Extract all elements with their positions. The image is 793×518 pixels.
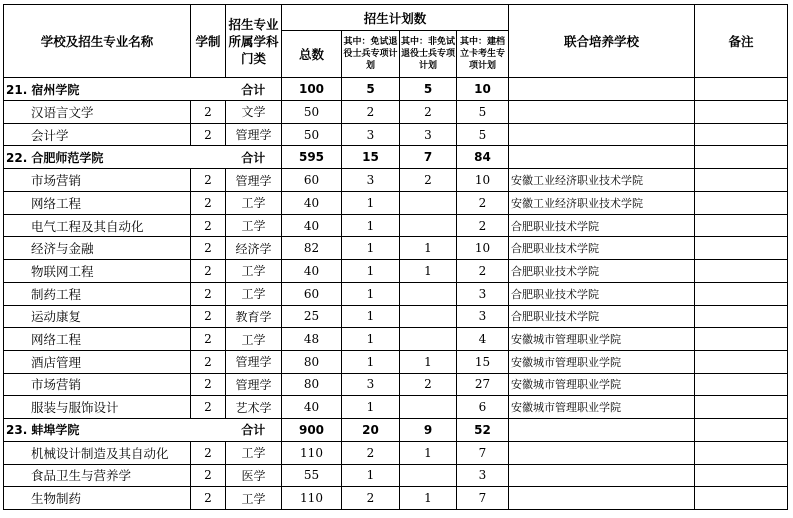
major-remarks [695, 441, 788, 464]
major-row [4, 464, 788, 487]
enrollment-plan-table [3, 4, 788, 510]
major-exempt: 1 [342, 305, 400, 328]
major-discipline: 管理学 [226, 373, 282, 396]
school-name: 22. 合肥师范学院 [4, 146, 226, 169]
school-exempt: 20 [342, 418, 400, 441]
school-row [4, 418, 788, 441]
major-discipline: 工学 [226, 214, 282, 237]
major-partner [509, 441, 695, 464]
major-duration: 2 [191, 101, 226, 124]
major-row [4, 123, 788, 146]
major-non-exempt [400, 396, 457, 419]
school-total: 100 [282, 78, 342, 101]
major-non-exempt: 2 [400, 169, 457, 192]
school-non-exempt: 7 [400, 146, 457, 169]
major-remarks [695, 237, 788, 260]
major-exempt: 3 [342, 169, 400, 192]
school-total-label: 合计 [226, 146, 282, 169]
major-non-exempt [400, 192, 457, 215]
major-row [4, 441, 788, 464]
school-remarks [695, 78, 788, 101]
major-row [4, 260, 788, 283]
major-name: 会计学 [4, 123, 191, 146]
major-duration: 2 [191, 373, 226, 396]
major-row [4, 282, 788, 305]
major-card: 3 [457, 464, 509, 487]
header-total: 总数 [282, 31, 342, 78]
major-partner: 安徽工业经济职业技术学院 [509, 169, 695, 192]
school-card: 84 [457, 146, 509, 169]
major-total: 110 [282, 487, 342, 510]
major-card: 27 [457, 373, 509, 396]
major-duration: 2 [191, 260, 226, 283]
major-non-exempt: 1 [400, 260, 457, 283]
major-partner: 合肥职业技术学院 [509, 282, 695, 305]
major-duration: 2 [191, 328, 226, 351]
major-card: 5 [457, 101, 509, 124]
major-remarks [695, 282, 788, 305]
major-duration: 2 [191, 487, 226, 510]
major-duration: 2 [191, 237, 226, 260]
major-partner: 安徽城市管理职业学院 [509, 373, 695, 396]
school-remarks [695, 418, 788, 441]
major-total: 40 [282, 396, 342, 419]
major-partner: 合肥职业技术学院 [509, 260, 695, 283]
major-total: 80 [282, 373, 342, 396]
major-non-exempt: 3 [400, 123, 457, 146]
school-total: 900 [282, 418, 342, 441]
major-name: 制药工程 [4, 282, 191, 305]
major-total: 25 [282, 305, 342, 328]
major-partner [509, 101, 695, 124]
table-body [4, 5, 788, 510]
major-row [4, 192, 788, 215]
major-total: 60 [282, 282, 342, 305]
major-card: 7 [457, 441, 509, 464]
major-row [4, 169, 788, 192]
major-remarks [695, 169, 788, 192]
header-remarks: 备注 [695, 5, 788, 78]
major-total: 55 [282, 464, 342, 487]
major-discipline: 管理学 [226, 169, 282, 192]
major-duration: 2 [191, 123, 226, 146]
major-exempt: 1 [342, 350, 400, 373]
major-total: 50 [282, 123, 342, 146]
major-card: 15 [457, 350, 509, 373]
major-name: 酒店管理 [4, 350, 191, 373]
major-card: 2 [457, 214, 509, 237]
major-exempt: 1 [342, 464, 400, 487]
school-total-label: 合计 [226, 418, 282, 441]
major-duration: 2 [191, 305, 226, 328]
major-row [4, 350, 788, 373]
major-card: 2 [457, 260, 509, 283]
major-partner: 合肥职业技术学院 [509, 214, 695, 237]
major-discipline: 医学 [226, 464, 282, 487]
school-name: 21. 宿州学院 [4, 78, 226, 101]
major-discipline: 管理学 [226, 350, 282, 373]
major-remarks [695, 101, 788, 124]
school-exempt: 5 [342, 78, 400, 101]
school-name: 23. 蚌埠学院 [4, 418, 226, 441]
major-card: 3 [457, 305, 509, 328]
header-discipline: 招生专业所属学科门类 [226, 5, 282, 78]
major-total: 50 [282, 101, 342, 124]
major-card: 10 [457, 237, 509, 260]
major-partner: 安徽城市管理职业学院 [509, 396, 695, 419]
major-discipline: 经济学 [226, 237, 282, 260]
major-total: 82 [282, 237, 342, 260]
major-row [4, 396, 788, 419]
major-row [4, 487, 788, 510]
major-name: 服装与服饰设计 [4, 396, 191, 419]
major-non-exempt: 1 [400, 350, 457, 373]
major-duration: 2 [191, 169, 226, 192]
school-partner [509, 78, 695, 101]
major-remarks [695, 192, 788, 215]
major-non-exempt [400, 282, 457, 305]
major-total: 110 [282, 441, 342, 464]
major-partner: 安徽城市管理职业学院 [509, 350, 695, 373]
school-row [4, 78, 788, 101]
major-name: 市场营销 [4, 169, 191, 192]
major-partner [509, 464, 695, 487]
major-non-exempt [400, 328, 457, 351]
major-remarks [695, 328, 788, 351]
major-non-exempt: 2 [400, 373, 457, 396]
major-remarks [695, 396, 788, 419]
major-card: 2 [457, 192, 509, 215]
major-discipline: 文学 [226, 101, 282, 124]
major-card: 4 [457, 328, 509, 351]
major-name: 物联网工程 [4, 260, 191, 283]
major-discipline: 教育学 [226, 305, 282, 328]
major-remarks [695, 305, 788, 328]
major-row [4, 305, 788, 328]
major-total: 48 [282, 328, 342, 351]
major-duration: 2 [191, 464, 226, 487]
major-discipline: 工学 [226, 441, 282, 464]
header-duration: 学制 [191, 5, 226, 78]
major-exempt: 2 [342, 101, 400, 124]
major-name: 汉语言文学 [4, 101, 191, 124]
major-duration: 2 [191, 441, 226, 464]
major-duration: 2 [191, 214, 226, 237]
major-card: 5 [457, 123, 509, 146]
major-exempt: 1 [342, 214, 400, 237]
major-partner: 合肥职业技术学院 [509, 305, 695, 328]
major-partner: 安徽城市管理职业学院 [509, 328, 695, 351]
school-card: 10 [457, 78, 509, 101]
major-exempt: 1 [342, 328, 400, 351]
major-row [4, 373, 788, 396]
school-total: 595 [282, 146, 342, 169]
major-discipline: 管理学 [226, 123, 282, 146]
major-remarks [695, 260, 788, 283]
major-total: 60 [282, 169, 342, 192]
major-non-exempt: 1 [400, 441, 457, 464]
major-row [4, 214, 788, 237]
major-exempt: 1 [342, 260, 400, 283]
major-duration: 2 [191, 192, 226, 215]
major-name: 网络工程 [4, 328, 191, 351]
major-non-exempt [400, 464, 457, 487]
major-card: 3 [457, 282, 509, 305]
major-partner [509, 487, 695, 510]
major-name: 经济与金融 [4, 237, 191, 260]
header-school-major: 学校及招生专业名称 [4, 5, 191, 78]
major-card: 6 [457, 396, 509, 419]
major-remarks [695, 350, 788, 373]
major-non-exempt: 2 [400, 101, 457, 124]
major-discipline: 工学 [226, 282, 282, 305]
major-card: 10 [457, 169, 509, 192]
major-name: 市场营销 [4, 373, 191, 396]
header-non-exempt: 其中：非免试退役士兵专项计划 [400, 31, 457, 78]
major-total: 40 [282, 214, 342, 237]
school-exempt: 15 [342, 146, 400, 169]
school-card: 52 [457, 418, 509, 441]
major-exempt: 3 [342, 373, 400, 396]
major-card: 7 [457, 487, 509, 510]
major-partner [509, 123, 695, 146]
major-remarks [695, 464, 788, 487]
major-name: 电气工程及其自动化 [4, 214, 191, 237]
major-row [4, 237, 788, 260]
school-row [4, 146, 788, 169]
major-remarks [695, 123, 788, 146]
major-remarks [695, 373, 788, 396]
school-partner [509, 146, 695, 169]
major-exempt: 1 [342, 237, 400, 260]
header-exempt: 其中：免试退役士兵专项计划 [342, 31, 400, 78]
major-total: 40 [282, 192, 342, 215]
major-total: 40 [282, 260, 342, 283]
major-non-exempt [400, 305, 457, 328]
major-name: 网络工程 [4, 192, 191, 215]
school-total-label: 合计 [226, 78, 282, 101]
major-exempt: 3 [342, 123, 400, 146]
major-discipline: 工学 [226, 260, 282, 283]
major-name: 食品卫生与营养学 [4, 464, 191, 487]
major-non-exempt: 1 [400, 237, 457, 260]
school-non-exempt: 5 [400, 78, 457, 101]
major-exempt: 2 [342, 487, 400, 510]
major-total: 80 [282, 350, 342, 373]
major-exempt: 2 [342, 441, 400, 464]
major-remarks [695, 487, 788, 510]
school-remarks [695, 146, 788, 169]
header-card-holder: 其中：建档立卡考生专项计划 [457, 31, 509, 78]
header-plan: 招生计划数 [282, 5, 509, 31]
major-discipline: 艺术学 [226, 396, 282, 419]
major-discipline: 工学 [226, 192, 282, 215]
major-partner: 合肥职业技术学院 [509, 237, 695, 260]
major-exempt: 1 [342, 396, 400, 419]
major-name: 生物制药 [4, 487, 191, 510]
major-name: 运动康复 [4, 305, 191, 328]
major-partner: 安徽工业经济职业技术学院 [509, 192, 695, 215]
major-discipline: 工学 [226, 328, 282, 351]
school-non-exempt: 9 [400, 418, 457, 441]
major-discipline: 工学 [226, 487, 282, 510]
major-duration: 2 [191, 282, 226, 305]
major-exempt: 1 [342, 192, 400, 215]
major-exempt: 1 [342, 282, 400, 305]
major-row [4, 328, 788, 351]
major-name: 机械设计制造及其自动化 [4, 441, 191, 464]
major-row [4, 101, 788, 124]
major-duration: 2 [191, 396, 226, 419]
major-non-exempt [400, 214, 457, 237]
header-partner: 联合培养学校 [509, 5, 695, 78]
major-remarks [695, 214, 788, 237]
school-partner [509, 418, 695, 441]
major-duration: 2 [191, 350, 226, 373]
major-non-exempt: 1 [400, 487, 457, 510]
